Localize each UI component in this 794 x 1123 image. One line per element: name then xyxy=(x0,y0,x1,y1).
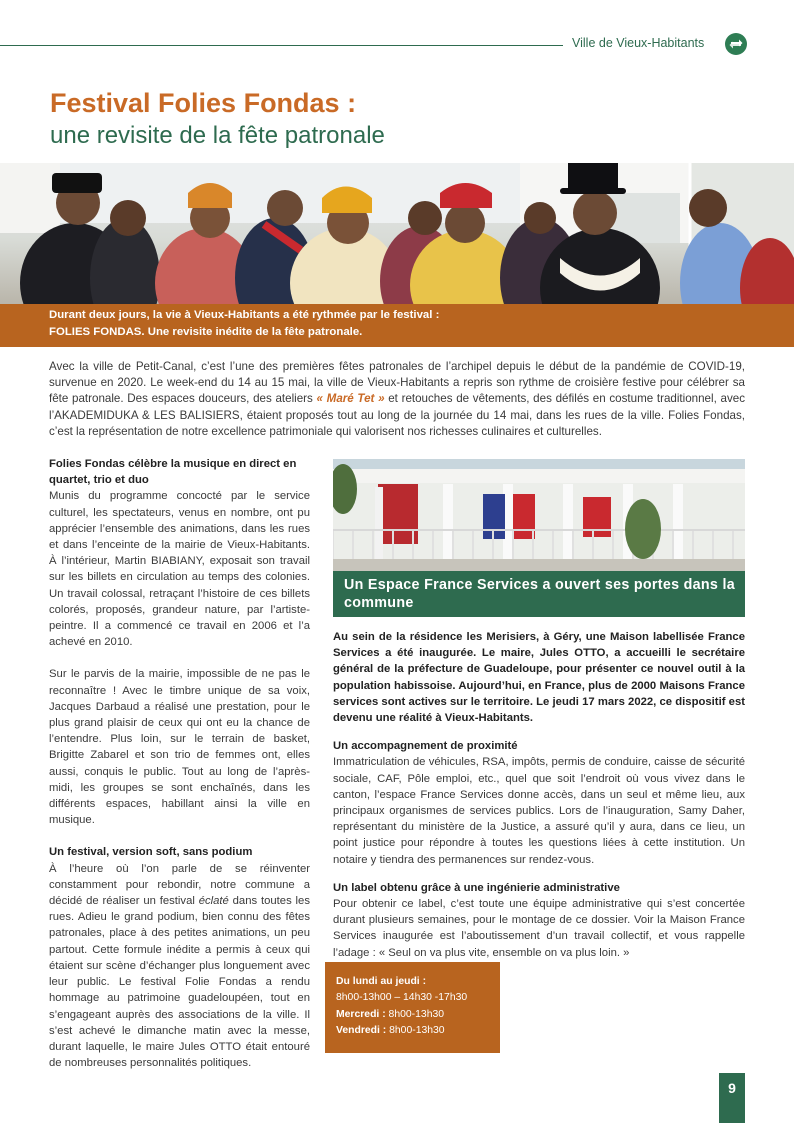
opening-hours xyxy=(336,974,496,1039)
photo-caption xyxy=(49,307,769,340)
paragraph-program: Munis du programme concocté par le service culturel, les spectateurs, venus en nombre, ont pu apprécier l’ensemble des animations, dans les rues et dans l’enceinte de la mairie de Vieux-Habitants. À l’intérieur, Martin BIABIANY, exposait son travail sur les billets en circulation au temps des colonies. Un travail colossal, retraçant l’histoire de ces billets colorés, proposés, grandeur nature, par l’artiste-peintre. Il a commencé ce travail en 2006 et l’a achevé en 2010. xyxy=(49,490,310,649)
paragraph-label: Pour obtenir ce label, c’est toute une équipe administrative qui s’est concertée durant plusieurs semaines, pour le montage de ce dossier. Voir la Maison France Services inaugurée est l’aboutissement d’un travail collectif, et vous rappelle l’adage : « Seul on va plus vite, ensemble on va plus loin. » xyxy=(333,898,745,959)
section-heading-label: Un label obtenu grâce à une ingénierie administrative xyxy=(333,881,620,894)
festival-text-a: À l’heure où l’on parle de se réinventer constamment pour rebondir, notre commune a décidé de réaliser un festival xyxy=(49,862,310,908)
article-subtitle: une revisite de la fête patronale xyxy=(50,122,385,149)
paragraph-festival xyxy=(49,861,310,1072)
france-services-building-photo xyxy=(333,459,745,571)
festival-emphasis: éclaté xyxy=(198,895,229,908)
section-heading-soft: Un festival, version soft, sans podium xyxy=(49,846,253,859)
caption-line-2: FOLIES FONDAS. Une revisite inédite de la fête patronale. xyxy=(49,325,363,338)
arrows-exchange-icon xyxy=(725,33,747,55)
paragraph-services: Immatriculation de véhicules, RSA, impôts, permis de conduire, caisse de sécurité sociale, CAF, Pôle emploi, etc., quel que soit l’endroit où vous vivez dans le canton, l’espace France Services donne accès, dans un seul et même lieu, aux principaux organismes de services publics. Lors de l’inauguration, Samy Daher, représentant du ministère de la Justice, a assuré qu’il y aura, dans ce lieu, un point justice pour répondre à toutes les questions liées à cette institution. Un notaire y tiendra des permanences sur rendez-vous. xyxy=(333,756,745,866)
paragraph-parvis: Sur le parvis de la mairie, impossible de ne pas le reconnaître ! Avec le timbre unique de sa voix, Jacques Darbaud a réalisé une prestation, pour le plus grand plaisir de ceux qui ont eu la chance de l’entendre. Plus loin, sur le terrain de basket, Brigitte Zabarel et son trio de femmes ont, elles aussi, conquis le public. Tout au long de l’après-midi, les groupes se sont enchaînés, dans les différents espaces, habillant ainsi la ville en musique. xyxy=(49,668,310,827)
caption-line-1: Durant deux jours, la vie à Vieux-Habitants a été rythmée par le festival : xyxy=(49,309,440,321)
section-heading-proximity: Un accompagnement de proximité xyxy=(333,740,518,753)
hours-value-fri: 8h00-13h30 xyxy=(386,1024,445,1036)
hours-value-wed: 8h00-13h30 xyxy=(385,1008,445,1020)
page-number: 9 xyxy=(728,1080,736,1096)
intro-text-a: Avec la ville de Petit-Canal, c’est l’une des premières fêtes patronales de l’archipel depuis le début de la pandémie de COVID-19, survenue en 2020. Le week-end du 14 au 15 mai, la ville de Vieux-Habitants a repris son rythme de croisière festive pour célébrer sa fête patronale. Des espaces douceurs, des ateliers xyxy=(49,360,745,406)
lead-paragraph: Au sein de la résidence les Merisiers, à Géry, une Maison labellisée France Services a été inaugurée. Le maire, Jules OTTO, a accueilli le secrétaire général de la préfecture de Guadeloupe, pour présenter ce nouvel outil à la population habissoise. Aujourd’hui, en France, plus de 2000 Maisons France services sont actives sur le territoire. Le jeudi 17 mars 2022, ce dispositif est devenu une réalité à Vieux-Habitants. xyxy=(333,631,745,725)
hours-value-mon-thu: 8h00-13h00 – 14h30 -17h30 xyxy=(336,992,468,1004)
site-name: Ville de Vieux-Habitants xyxy=(572,36,705,50)
hours-label-wed: Mercredi : xyxy=(336,1008,386,1020)
intro-emphasis: « Maré Tet » xyxy=(316,392,385,406)
left-column xyxy=(49,456,310,1071)
hours-label-mon-thu: Du lundi au jeudi : xyxy=(336,976,427,987)
intro-text-b: et retouches de vêtements, des défilés en costume traditionnel, avec l’AKADEMIDUKA & LES BALISIERS, étaient proposés tout au long de la journée du 14 mai, dans les rues de la ville. Folies Fondas, c’est la représentation de notre excellence patrimoniale qui valorisent nos richesses culinaires et culturelles. xyxy=(49,392,745,438)
intro-paragraph xyxy=(49,359,745,440)
right-column xyxy=(333,629,745,961)
festival-text-b: dans toutes les rues. Adieu le grand podium, bien connu des fêtes patronales, place à des petites animations, un peu partout. Cette formule inédite a permis à ceux qui étaient sur scène d’échanger plus longuement avec leur public. Le festival Folie Fondas a rendu hommage au patrimoine guadeloupéen, tout en s’engageant auprès des associations de la ville. Il s’est achevé le dimanche matin avec la messe, durant laquelle, le maire Jules OTTO était entouré de nombreuses personnalités politiques. xyxy=(49,895,310,1070)
hours-label-fri: Vendredi : xyxy=(336,1024,387,1036)
header-rule xyxy=(0,45,563,46)
festival-crowd-photo xyxy=(0,163,794,304)
article-title: Festival Folies Fondas : xyxy=(50,88,357,118)
france-services-title: Un Espace France Services a ouvert ses portes dans la commune xyxy=(344,577,735,611)
section-heading-music: Folies Fondas célèbre la musique en direct en quartet, trio et duo xyxy=(49,458,297,487)
